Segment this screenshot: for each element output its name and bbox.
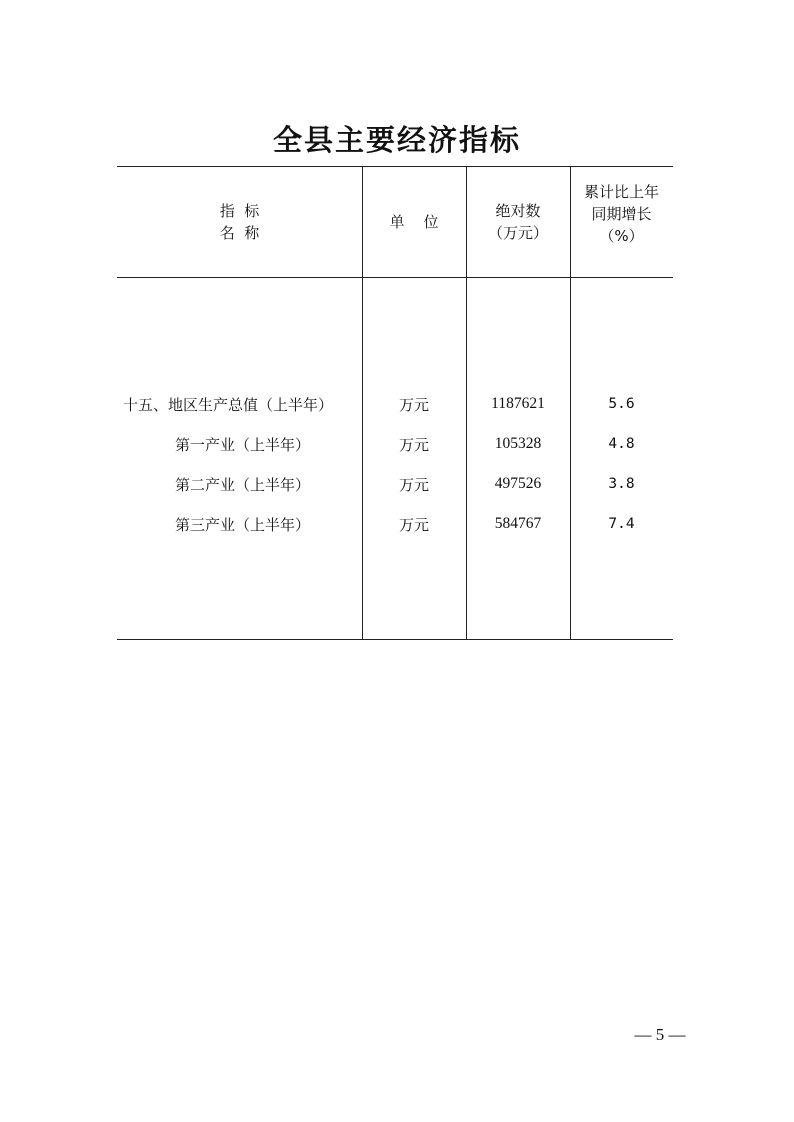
header-indicator-name <box>117 167 362 277</box>
row-name: 第三产业（上半年） <box>175 515 311 534</box>
row-value: 584767 <box>494 515 542 532</box>
row-growth: 5.6 <box>608 396 635 412</box>
row-name: 第二产业（上半年） <box>175 475 311 494</box>
header-text: 指 标 <box>219 202 260 220</box>
row-unit: 万元 <box>398 435 429 454</box>
page-title: 全县主要经济指标 <box>272 123 521 157</box>
header-divider <box>117 277 673 278</box>
row-name: 第一产业（上半年） <box>175 435 311 454</box>
row-growth: 3.8 <box>608 476 635 492</box>
header-growth <box>570 181 673 247</box>
row-value: 105328 <box>494 435 542 452</box>
header-text: 名 称 <box>219 224 260 242</box>
row-unit: 万元 <box>398 515 429 534</box>
row-unit: 万元 <box>398 475 429 494</box>
row-growth: 7.4 <box>608 516 635 532</box>
row-growth: 4.8 <box>608 436 635 452</box>
indicator-table <box>117 166 673 640</box>
page-number: — 5 — <box>634 1025 686 1044</box>
row-value: 1187621 <box>491 395 545 412</box>
header-text: 同期增长 <box>591 205 652 223</box>
header-text: （万元） <box>487 224 548 242</box>
header-unit <box>362 167 466 277</box>
header-text: 单 位 <box>389 213 439 231</box>
header-text: 累计比上年 <box>583 183 659 201</box>
row-value: 497526 <box>494 475 542 492</box>
row-name: 十五、地区生产总值（上半年） <box>123 395 334 414</box>
header-text: 绝对数 <box>495 202 541 220</box>
row-unit: 万元 <box>398 395 429 414</box>
header-text: （%） <box>599 227 644 245</box>
header-absolute-value <box>466 167 570 277</box>
